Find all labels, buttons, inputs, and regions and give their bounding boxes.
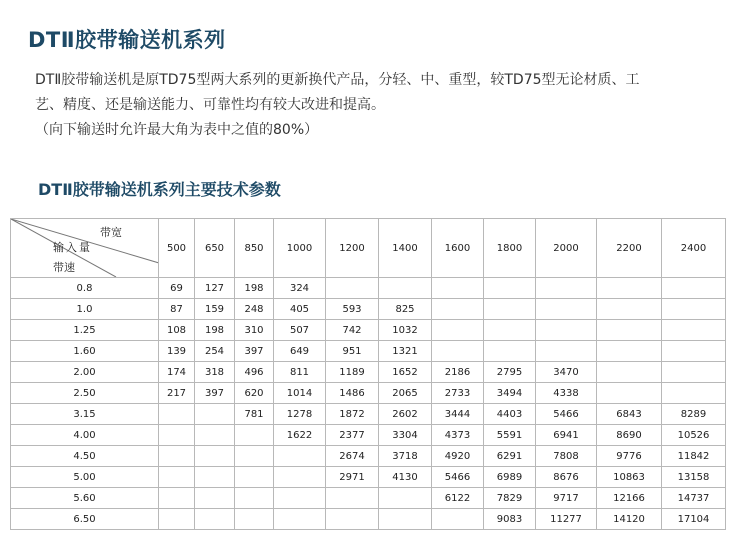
table-cell — [235, 488, 274, 509]
table-cell: 825 — [379, 299, 432, 320]
table-cell: 4373 — [432, 425, 484, 446]
col-header-width: 500 — [159, 219, 195, 278]
table-cell — [662, 278, 726, 299]
row-header-speed: 5.00 — [11, 467, 159, 488]
table-cell: 5591 — [484, 425, 536, 446]
table-cell: 2065 — [379, 383, 432, 404]
col-header-width: 1800 — [484, 219, 536, 278]
table-cell — [484, 299, 536, 320]
table-cell — [484, 341, 536, 362]
table-cell — [274, 446, 326, 467]
table-cell: 1622 — [274, 425, 326, 446]
table-cell: 2971 — [326, 467, 379, 488]
table-cell: 8289 — [662, 404, 726, 425]
col-header-width: 2200 — [597, 219, 662, 278]
table-cell: 254 — [195, 341, 235, 362]
table-cell — [432, 320, 484, 341]
table-cell: 4130 — [379, 467, 432, 488]
table-cell: 139 — [159, 341, 195, 362]
table-row — [11, 320, 726, 341]
table-cell — [195, 425, 235, 446]
table-cell: 2733 — [432, 383, 484, 404]
table-row — [11, 488, 726, 509]
table-cell: 6291 — [484, 446, 536, 467]
table-cell — [536, 341, 597, 362]
table-cell: 9717 — [536, 488, 597, 509]
table-body — [11, 278, 726, 530]
table-cell — [662, 341, 726, 362]
table-cell — [159, 488, 195, 509]
row-header-speed: 1.0 — [11, 299, 159, 320]
table-cell: 2602 — [379, 404, 432, 425]
col-header-width: 1000 — [274, 219, 326, 278]
table-cell — [432, 278, 484, 299]
table-cell: 108 — [159, 320, 195, 341]
table-cell — [195, 488, 235, 509]
table-cell — [235, 467, 274, 488]
table-cell: 1189 — [326, 362, 379, 383]
intro-line-2: 艺、精度、还是输送能力、可靠性均有较大改进和提高。 — [35, 97, 385, 113]
table-cell: 10526 — [662, 425, 726, 446]
row-header-speed: 2.50 — [11, 383, 159, 404]
table-cell — [597, 278, 662, 299]
table-cell: 14120 — [597, 509, 662, 530]
table-cell — [159, 467, 195, 488]
table-cell: 1486 — [326, 383, 379, 404]
table-row — [11, 467, 726, 488]
table-cell: 1278 — [274, 404, 326, 425]
table-cell — [536, 320, 597, 341]
table-cell: 742 — [326, 320, 379, 341]
table-row — [11, 404, 726, 425]
table-cell — [235, 509, 274, 530]
table-cell: 2186 — [432, 362, 484, 383]
table-cell — [662, 320, 726, 341]
spec-table — [10, 218, 726, 530]
table-cell: 310 — [235, 320, 274, 341]
table-cell: 4403 — [484, 404, 536, 425]
col-header-width: 2000 — [536, 219, 597, 278]
table-cell — [484, 320, 536, 341]
table-cell: 3470 — [536, 362, 597, 383]
table-corner-header — [11, 219, 159, 278]
row-header-speed: 6.50 — [11, 509, 159, 530]
table-cell — [432, 341, 484, 362]
table-cell: 2674 — [326, 446, 379, 467]
table-cell — [326, 488, 379, 509]
row-header-speed: 0.8 — [11, 278, 159, 299]
row-header-speed: 3.15 — [11, 404, 159, 425]
table-cell — [597, 299, 662, 320]
table-cell — [536, 299, 597, 320]
intro-line-1: DTⅡ胶带输送机是原TD75型两大系列的更新换代产品，分轻、中、重型，较TD75型无论材质、工 — [35, 72, 640, 88]
table-cell: 593 — [326, 299, 379, 320]
table-cell: 87 — [159, 299, 195, 320]
corner-label-capacity: 输入量 — [53, 241, 92, 254]
table-cell — [326, 509, 379, 530]
table-cell: 397 — [195, 383, 235, 404]
table-cell — [159, 425, 195, 446]
intro-note: （向下输送时允许最大角为表中之值的80%） — [35, 122, 319, 138]
table-cell — [379, 278, 432, 299]
table-cell: 3304 — [379, 425, 432, 446]
table-cell: 1652 — [379, 362, 432, 383]
intro-text — [35, 68, 735, 143]
table-cell: 127 — [195, 278, 235, 299]
col-header-width: 2400 — [662, 219, 726, 278]
col-header-width: 850 — [235, 219, 274, 278]
table-cell: 10863 — [597, 467, 662, 488]
table-cell: 217 — [159, 383, 195, 404]
table-cell — [432, 299, 484, 320]
table-row — [11, 362, 726, 383]
table-header-row — [11, 219, 726, 278]
table-cell — [274, 509, 326, 530]
row-header-speed: 1.60 — [11, 341, 159, 362]
table-cell: 5466 — [432, 467, 484, 488]
table-cell — [379, 509, 432, 530]
table-cell: 1032 — [379, 320, 432, 341]
table-cell: 11277 — [536, 509, 597, 530]
table-cell — [195, 509, 235, 530]
table-cell: 811 — [274, 362, 326, 383]
corner-label-width: 带宽 — [100, 226, 122, 239]
table-cell: 12166 — [597, 488, 662, 509]
table-cell: 405 — [274, 299, 326, 320]
table-cell: 7829 — [484, 488, 536, 509]
row-header-speed: 4.50 — [11, 446, 159, 467]
table-row — [11, 278, 726, 299]
table-cell: 69 — [159, 278, 195, 299]
table-cell: 4920 — [432, 446, 484, 467]
table-cell — [662, 383, 726, 404]
table-cell — [432, 509, 484, 530]
table-cell: 9083 — [484, 509, 536, 530]
table-cell — [195, 404, 235, 425]
table-cell — [235, 446, 274, 467]
table-cell: 8690 — [597, 425, 662, 446]
table-cell: 3494 — [484, 383, 536, 404]
table-cell — [326, 278, 379, 299]
table-cell — [159, 404, 195, 425]
table-cell: 620 — [235, 383, 274, 404]
table-cell: 11842 — [662, 446, 726, 467]
table-cell: 496 — [235, 362, 274, 383]
table-cell: 14737 — [662, 488, 726, 509]
table-cell — [159, 446, 195, 467]
table-cell: 781 — [235, 404, 274, 425]
table-cell — [484, 278, 536, 299]
table-cell: 4338 — [536, 383, 597, 404]
table-cell: 248 — [235, 299, 274, 320]
table-row — [11, 509, 726, 530]
table-row — [11, 341, 726, 362]
page-title: DTⅡ胶带输送机系列 — [28, 28, 226, 52]
table-cell: 318 — [195, 362, 235, 383]
table-cell — [274, 467, 326, 488]
table-cell: 6941 — [536, 425, 597, 446]
table-cell — [195, 467, 235, 488]
table-title: DTⅡ胶带输送机系列主要技术参数 — [38, 180, 281, 199]
table-cell — [597, 341, 662, 362]
row-header-speed: 5.60 — [11, 488, 159, 509]
table-cell: 649 — [274, 341, 326, 362]
table-cell: 6989 — [484, 467, 536, 488]
table-cell: 324 — [274, 278, 326, 299]
table-cell: 3444 — [432, 404, 484, 425]
table-cell: 198 — [235, 278, 274, 299]
table-cell: 2795 — [484, 362, 536, 383]
table-cell — [379, 488, 432, 509]
table-cell: 7808 — [536, 446, 597, 467]
table-cell — [159, 509, 195, 530]
table-row — [11, 446, 726, 467]
table-cell — [597, 383, 662, 404]
corner-label-speed: 带速 — [53, 261, 75, 274]
table-cell: 397 — [235, 341, 274, 362]
table-cell: 507 — [274, 320, 326, 341]
table-row — [11, 383, 726, 404]
table-cell: 6122 — [432, 488, 484, 509]
table-cell: 8676 — [536, 467, 597, 488]
table-cell — [274, 488, 326, 509]
table-cell: 951 — [326, 341, 379, 362]
table-cell: 6843 — [597, 404, 662, 425]
table-cell: 159 — [195, 299, 235, 320]
table-cell — [195, 446, 235, 467]
table-cell: 17104 — [662, 509, 726, 530]
col-header-width: 1600 — [432, 219, 484, 278]
table-cell — [597, 320, 662, 341]
row-header-speed: 1.25 — [11, 320, 159, 341]
table-cell: 5466 — [536, 404, 597, 425]
col-header-width: 1200 — [326, 219, 379, 278]
col-header-width: 650 — [195, 219, 235, 278]
table-cell: 2377 — [326, 425, 379, 446]
row-header-speed: 2.00 — [11, 362, 159, 383]
col-header-width: 1400 — [379, 219, 432, 278]
table-cell — [536, 278, 597, 299]
table-cell — [662, 362, 726, 383]
table-cell: 1014 — [274, 383, 326, 404]
table-cell: 1872 — [326, 404, 379, 425]
table-cell: 198 — [195, 320, 235, 341]
table-row — [11, 425, 726, 446]
table-cell — [597, 362, 662, 383]
table-cell: 1321 — [379, 341, 432, 362]
table-cell: 13158 — [662, 467, 726, 488]
row-header-speed: 4.00 — [11, 425, 159, 446]
table-cell — [235, 425, 274, 446]
table-row — [11, 299, 726, 320]
table-cell: 3718 — [379, 446, 432, 467]
table-cell — [662, 299, 726, 320]
table-cell: 9776 — [597, 446, 662, 467]
table-cell: 174 — [159, 362, 195, 383]
